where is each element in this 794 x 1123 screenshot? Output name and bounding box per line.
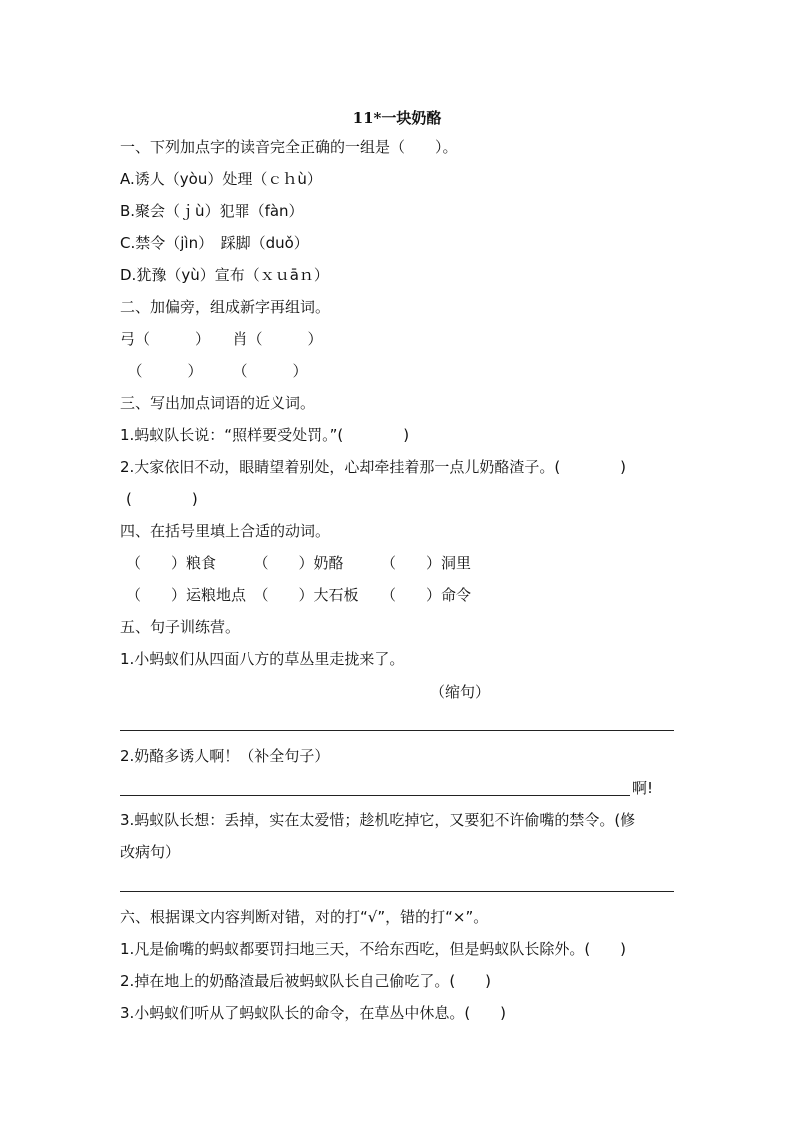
section2-heading: 二、加偏旁，组成新字再组词。 <box>120 298 331 316</box>
section1-heading: 一、下列加点字的读音完全正确的一组是（ ）。 <box>120 138 458 156</box>
section4-heading: 四、在括号里填上合适的动词。 <box>120 522 331 540</box>
section4-row1: （ ）粮食 （ ）奶酪 （ ）洞里 <box>126 554 472 572</box>
option-d: D.犹豫（yù）宣布（ｘｕāｎ） <box>120 266 329 284</box>
section6-q2: 2.掉在地上的奶酪渣最后被蚂蚁队长自己偷吃了。( ) <box>120 972 492 990</box>
answer-line-2 <box>120 795 630 796</box>
section5-q1: 1.小蚂蚁们从四面八方的草丛里走拢来了。 <box>120 650 405 668</box>
section5-q2-end: 啊! <box>632 779 654 797</box>
answer-line-3 <box>120 891 674 892</box>
section6-q1: 1.凡是偷嘴的蚂蚁都要罚扫地三天，不给东西吃，但是蚂蚁队长除外。( ) <box>120 940 627 958</box>
section2-row2: （ ） （ ） <box>120 362 308 380</box>
worksheet-title: 11*一块奶酪 <box>352 109 442 127</box>
section5-q3: 3.蚂蚁队长想：丢掉，实在太爱惜；趁机吃掉它，又要犯不许偷嘴的禁令。(修 <box>120 811 636 829</box>
section3-heading: 三、写出加点词语的近义词。 <box>120 394 316 412</box>
section4-row2: （ ）运粮地点 （ ）大石板 （ ）命令 <box>126 586 472 604</box>
section3-q1: 1.蚂蚁队长说：“照样要受处罚。”( ) <box>120 426 410 444</box>
section2-row1: 弓（ ） 肖（ ） <box>120 330 323 348</box>
section6-q3: 3.小蚂蚁们听从了蚂蚁队长的命令，在草丛中休息。( ) <box>120 1004 507 1022</box>
section5-heading: 五、句子训练营。 <box>120 618 241 636</box>
section5-q1-note: （缩句） <box>430 683 491 701</box>
option-c: C.禁令（jìn） 踩脚（duǒ） <box>120 234 309 252</box>
section3-q2: 2.大家依旧不动，眼睛望着别处，心却牵挂着那一点儿奶酪渣子。( ) <box>120 458 627 476</box>
section6-heading: 六、根据课文内容判断对错，对的打“√”，错的打“×”。 <box>120 908 489 926</box>
answer-line-1 <box>120 730 674 731</box>
section5-q3-continuation: 改病句） <box>120 843 181 861</box>
section5-q2: 2.奶酪多诱人啊！（补全句子） <box>120 747 330 765</box>
option-a: A.诱人（yòu）处理（ｃｈù） <box>120 170 322 188</box>
option-b: B.聚会（ｊù）犯罪（fàn） <box>120 202 304 220</box>
section3-q2-continuation: ( ) <box>126 490 198 508</box>
